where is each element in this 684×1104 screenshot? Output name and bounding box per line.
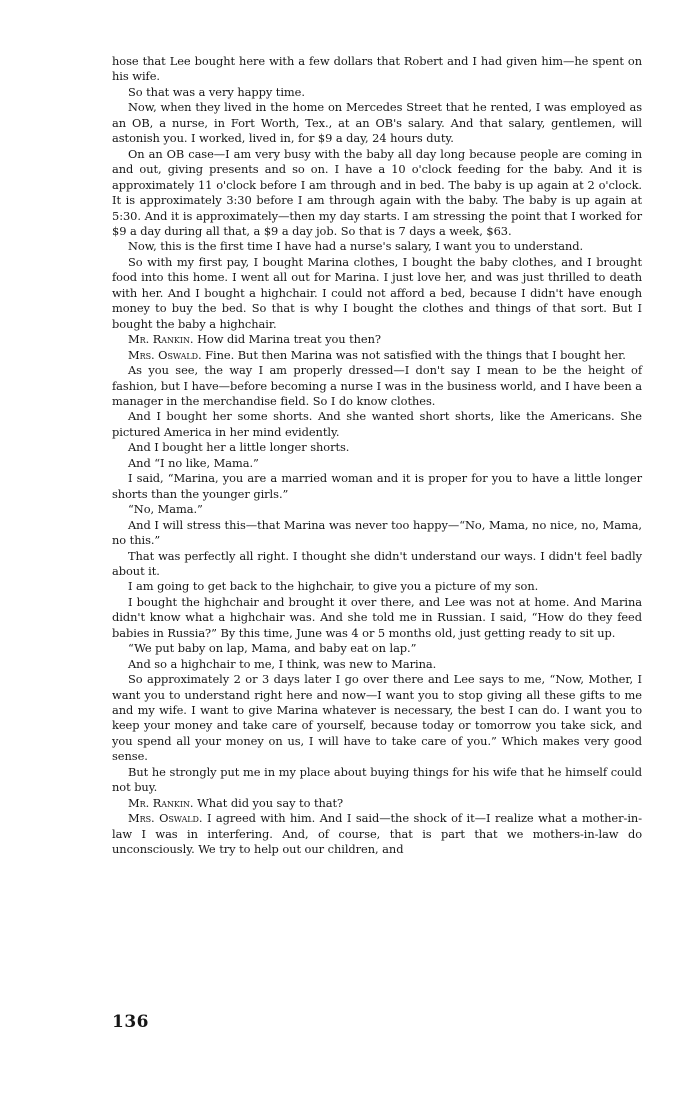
paragraph-text: I agreed with him. And I said—the shock of it—I realize what a mother-in-law I was in interfering. And, of course, that is part that we mothers-in-law do unconsciously. We try to help out our children, and [112, 811, 642, 857]
paragraph [112, 85, 642, 100]
testimony-paragraph [112, 348, 642, 363]
speaker-name: Mr. Rankin. [128, 332, 194, 347]
paragraph [112, 518, 642, 549]
paragraph [112, 502, 642, 517]
paragraph [112, 595, 642, 641]
paragraph-text: I bought the highchair and brought it over there, and Lee was not at home. And Marina didn't know what a highchair was. And she told me in Russian. I said, “How do they feed babies in Russia?” By this time, June was 4 or 5 months old, just getting ready to sit up. [112, 594, 642, 640]
paragraph-text: And I bought her a little longer shorts. [128, 440, 350, 455]
testimony-paragraph [112, 811, 642, 857]
paragraph-text: What did you say to that? [193, 795, 344, 810]
paragraph-text: And “I no like, Mama.” [128, 455, 259, 470]
paragraph-text: “We put baby on lap, Mama, and baby eat on lap.” [128, 641, 417, 656]
page-number: 136 [112, 1012, 149, 1032]
paragraph [112, 456, 642, 471]
paragraph [112, 363, 642, 409]
paragraph [112, 579, 642, 594]
paragraph-text: Now, this is the first time I have had a nurse's salary, I want you to understand. [128, 239, 584, 254]
testimony-paragraph [112, 332, 642, 347]
paragraph-text: So that was a very happy time. [128, 84, 305, 99]
paragraph-text: As you see, the way I am properly dressed—I don't say I mean to be the height of fashion, but I have—before becoming a nurse I was in the business world, and I have been a manager in the merchandise field. So I do know clothes. [112, 363, 642, 408]
paragraph-text: But he strongly put me in my place about buying things for his wife that he himself could not buy. [112, 764, 642, 795]
paragraph [112, 54, 642, 85]
paragraph [112, 409, 642, 440]
paragraph-text: So with my first pay, I bought Marina clothes, I bought the baby clothes, and I brought food into this home. I went all out for Marina. I just love her, and was just thrilled to death with her. And I bought a highchair. I could not afford a bed, because I didn't have enough money to buy the bed. So that is why I bought the clothes and things of that sort. But I bought the baby a highchair. [112, 254, 642, 331]
paragraph [112, 672, 642, 765]
paragraph-text: Fine. But then Marina was not satisfied with the things that I bought her. [201, 347, 626, 362]
paragraph-text: That was perfectly all right. I thought she didn't understand our ways. I didn't feel badly about it. [112, 548, 642, 578]
paragraph-text: I said, “Marina, you are a married woman and it is proper for you to have a little longer shorts than the younger girls.” [112, 471, 642, 501]
paragraph-text: “No, Mama.” [128, 502, 203, 517]
paragraph-text: On an OB case—I am very busy with the baby all day long because people are coming in and out, giving presents and so on. I have a 10 o'clock feeding for the baby. And it is approximately 11 o'clock before I am through and in bed. The baby is up again at 2 o'clock. It is approximately 3:30 before I am through again with the baby. The baby is up again at 5:30. And it is approximately—then my day starts. I am stressing the point that I worked for $9 a day during all that, a $9 a day job. So that is 7 days a week, $63. [112, 146, 642, 238]
paragraph [112, 471, 642, 502]
paragraph-text: And so a highchair to me, I think, was new to Marina. [128, 656, 437, 671]
paragraph [112, 641, 642, 656]
paragraph-text: And I bought her some shorts. And she wanted short shorts, like the Americans. She pictured America in her mind evidently. [112, 409, 642, 439]
paragraph [112, 147, 642, 240]
paragraph-text: I am going to get back to the highchair, to give you a picture of my son. [128, 579, 539, 594]
paragraph [112, 765, 642, 796]
speaker-name: Mr. Rankin. [128, 795, 194, 810]
testimony-paragraph [112, 796, 642, 811]
paragraph-text: How did Marina treat you then? [193, 332, 381, 347]
paragraph-text: And I will stress this—that Marina was never too happy—“No, Mama, no nice, no, Mama, no this.” [112, 517, 642, 548]
paragraph [112, 549, 642, 580]
paragraph [112, 657, 642, 672]
paragraph-text: hose that Lee bought here with a few dollars that Robert and I had given him—he spent on his wife. [112, 54, 642, 84]
speaker-name: Mrs. Oswald. [128, 347, 202, 362]
paragraph [112, 255, 642, 332]
body-text [112, 54, 642, 858]
speaker-name: Mrs. Oswald. [128, 811, 203, 826]
paragraph [112, 100, 642, 146]
paragraph [112, 440, 642, 455]
paragraph-text: Now, when they lived in the home on Mercedes Street that he rented, I was employed as an OB, a nurse, in Fort Worth, Tex., at an OB's salary. And that salary, gentlemen, will astonish you. I worked, lived in, for $9 a day, 24 hours duty. [112, 100, 642, 146]
paragraph-text: So approximately 2 or 3 days later I go over there and Lee says to me, “Now, Mother, I want you to understand right here and now—I want you to stop giving all these gifts to me and my wife. I want to give Marina whatever is necessary, the best I can do. I want you to keep your money and take care of yourself, because today or tomorrow you take sick, and you spend all your money on us, I will have to take care of you.” Which makes very good sense. [112, 672, 642, 764]
paragraph [112, 239, 642, 254]
